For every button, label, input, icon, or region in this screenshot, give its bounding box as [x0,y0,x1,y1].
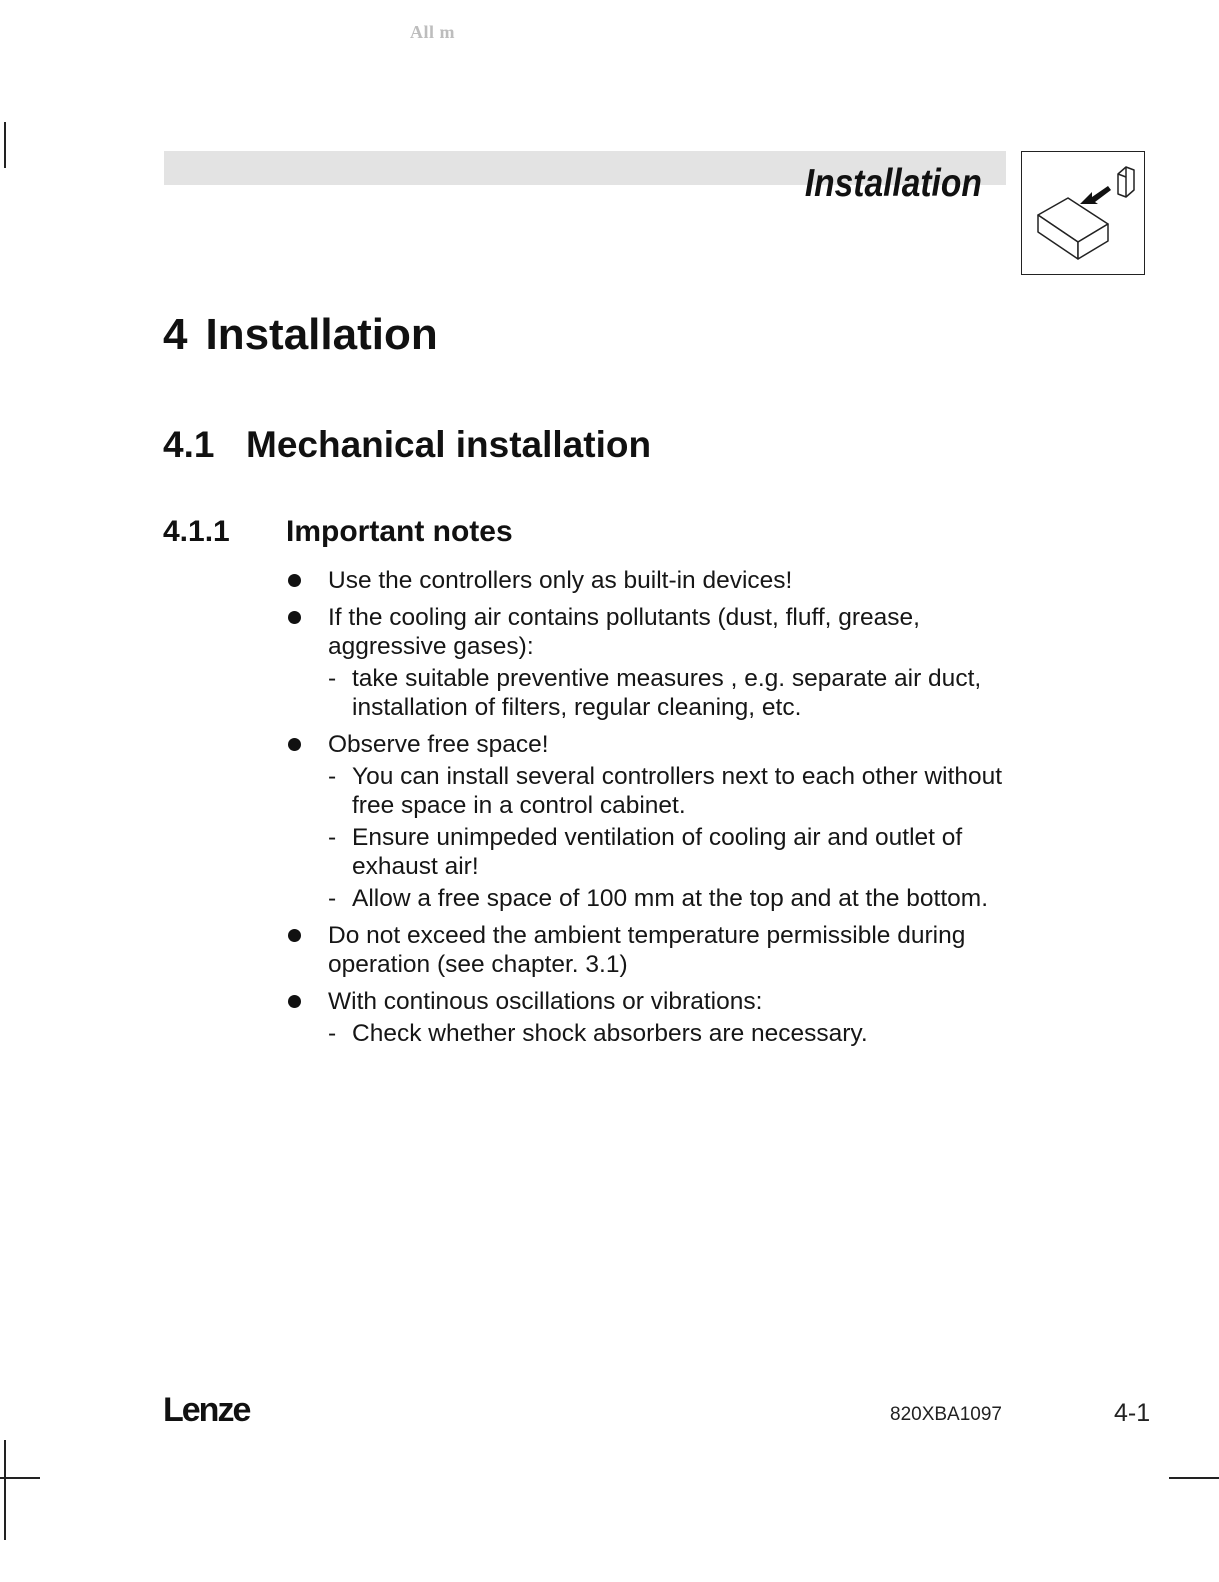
note-item [284,987,1014,1048]
page-number: 4-1 [1114,1399,1151,1427]
crop-mark-bottom-left-horizontal [0,1477,40,1479]
header-section-title: Installation [804,162,982,205]
section-heading [163,424,651,466]
chapter-title: Installation [205,310,438,359]
subsection-number: 4.1.1 [163,515,230,548]
note-subitem-text: You can install several controllers next to each other without free space in a control cabinet. [352,763,1003,819]
note-subitem [284,664,1014,722]
note-subitem [284,762,1014,820]
bullet-dot-icon [288,611,301,624]
dash-icon: - [328,885,337,912]
note-subitem-text: take suitable preventive measures , e.g. separate air duct, installation of filters, regular cleaning, etc. [352,665,982,721]
note-text: Use the controllers only as built-in devices! [328,567,793,594]
note-subitem [284,1019,1014,1048]
note-text: Observe free space! [328,731,549,758]
section-title: Mechanical installation [246,424,652,465]
note-subitem [284,823,1014,881]
note-text: With continous oscillations or vibrations: [328,988,763,1015]
bullet-dot-icon [288,929,301,942]
installation-box-icon [1022,152,1144,274]
note-item [284,730,1014,913]
note-item [284,921,1014,979]
document-code: 820XBA1097 [890,1404,1002,1425]
note-subitem-text: Allow a free space of 100 mm at the top and at the bottom. [352,885,989,912]
note-subitem-text: Ensure unimpeded ventilation of cooling air and outlet of exhaust air! [352,824,963,880]
chapter-number: 4 [163,310,188,359]
bullet-dot-icon [288,995,301,1008]
note-subitem [284,884,1014,913]
bullet-dot-icon [288,738,301,751]
note-text: Do not exceed the ambient temperature permissible during operation (see chapter. 3.1) [328,922,966,978]
dash-icon: - [328,665,337,692]
watermark: All m [410,22,455,42]
chapter-icon-frame [1021,151,1145,275]
subsection-heading [163,515,513,549]
crop-mark-bottom-left-vertical [4,1440,6,1540]
subsection-title: Important notes [286,515,513,548]
section-number: 4.1 [163,424,215,465]
dash-icon: - [328,1020,337,1047]
lenze-logo: Lenze [163,1391,250,1429]
dash-icon: - [328,763,337,790]
dash-icon: - [328,824,337,851]
note-subitem-text: Check whether shock absorbers are necessary. [352,1020,868,1047]
important-notes-list [284,566,1014,1056]
crop-mark-bottom-right [1169,1477,1219,1479]
bullet-dot-icon [288,574,301,587]
note-text: If the cooling air contains pollutants (dust, fluff, grease, aggressive gases): [328,604,920,660]
crop-mark-top-left [4,122,6,168]
note-item [284,566,1014,595]
chapter-heading [163,310,438,360]
note-item [284,603,1014,722]
